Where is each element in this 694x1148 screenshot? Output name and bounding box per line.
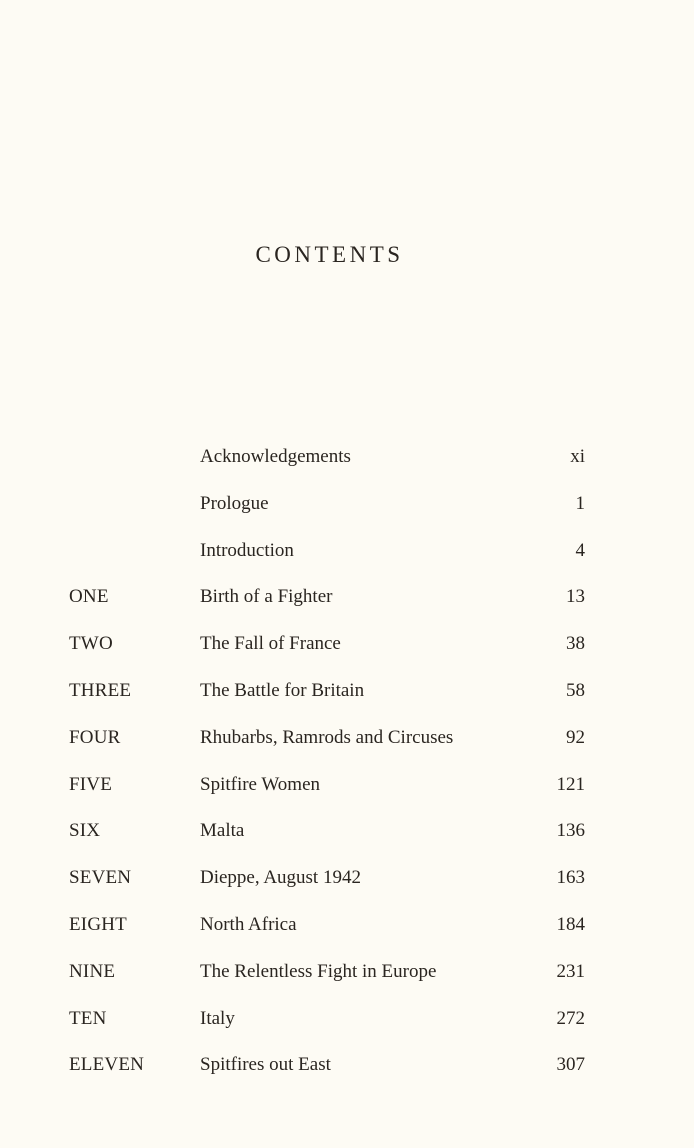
toc-entry	[69, 772, 589, 819]
chapter-title: Spitfires out East	[200, 1054, 331, 1076]
chapter-title: Spitfire Women	[200, 773, 321, 795]
chapter-number: ONE	[69, 586, 109, 608]
page-number: 4	[575, 539, 585, 561]
toc-entry	[69, 959, 589, 1006]
chapter-number: FOUR	[69, 726, 121, 748]
page-number: 13	[566, 586, 585, 608]
page-number: 184	[556, 913, 585, 935]
chapter-title: The Battle for Britain	[200, 679, 365, 701]
table-of-contents	[69, 444, 589, 1099]
chapter-number: FIVE	[69, 773, 113, 795]
toc-entry	[69, 538, 589, 585]
chapter-title: Birth of a Fighter	[200, 586, 333, 608]
chapter-title: The Fall of France	[200, 633, 341, 655]
chapter-number: THREE	[69, 679, 132, 701]
chapter-title: Prologue	[200, 492, 269, 514]
chapter-number: EIGHT	[69, 913, 127, 935]
chapter-title: Italy	[200, 1007, 235, 1029]
chapter-number: ELEVEN	[69, 1054, 145, 1076]
chapter-number: NINE	[69, 960, 116, 982]
chapter-number: TEN	[69, 1007, 107, 1029]
toc-entry	[69, 678, 589, 725]
chapter-number: TWO	[69, 633, 113, 655]
toc-entry	[69, 491, 589, 538]
toc-entry	[69, 584, 589, 631]
toc-entry	[69, 818, 589, 865]
toc-entry	[69, 912, 589, 959]
page-number: 121	[556, 773, 585, 795]
page-title: CONTENTS	[255, 242, 404, 267]
page-number: 307	[556, 1054, 585, 1076]
page-number: 136	[556, 820, 585, 842]
chapter-title: Rhubarbs, Ramrods and Circuses	[200, 726, 454, 748]
chapter-number: SEVEN	[69, 867, 132, 889]
chapter-title: North Africa	[200, 913, 297, 935]
chapter-title: The Relentless Fight in Europe	[200, 960, 437, 982]
page-number: 92	[566, 726, 585, 748]
toc-entry	[69, 1006, 589, 1053]
page-number: 231	[556, 960, 585, 982]
toc-entry	[69, 725, 589, 772]
chapter-title: Dieppe, August 1942	[200, 867, 361, 889]
toc-entry	[69, 1052, 589, 1099]
toc-entry	[69, 631, 589, 678]
toc-entry	[69, 865, 589, 912]
page-number: 163	[556, 867, 585, 889]
page-number: 1	[575, 492, 585, 514]
page-number: xi	[570, 446, 585, 467]
page-number: 38	[566, 633, 585, 655]
chapter-number: SIX	[69, 820, 101, 842]
chapter-title: Acknowledgements	[200, 446, 351, 467]
chapter-title: Malta	[200, 820, 245, 842]
chapter-title: Introduction	[200, 539, 294, 561]
page-number: 272	[556, 1007, 585, 1029]
toc-entry	[69, 444, 589, 491]
page-number: 58	[566, 679, 585, 701]
